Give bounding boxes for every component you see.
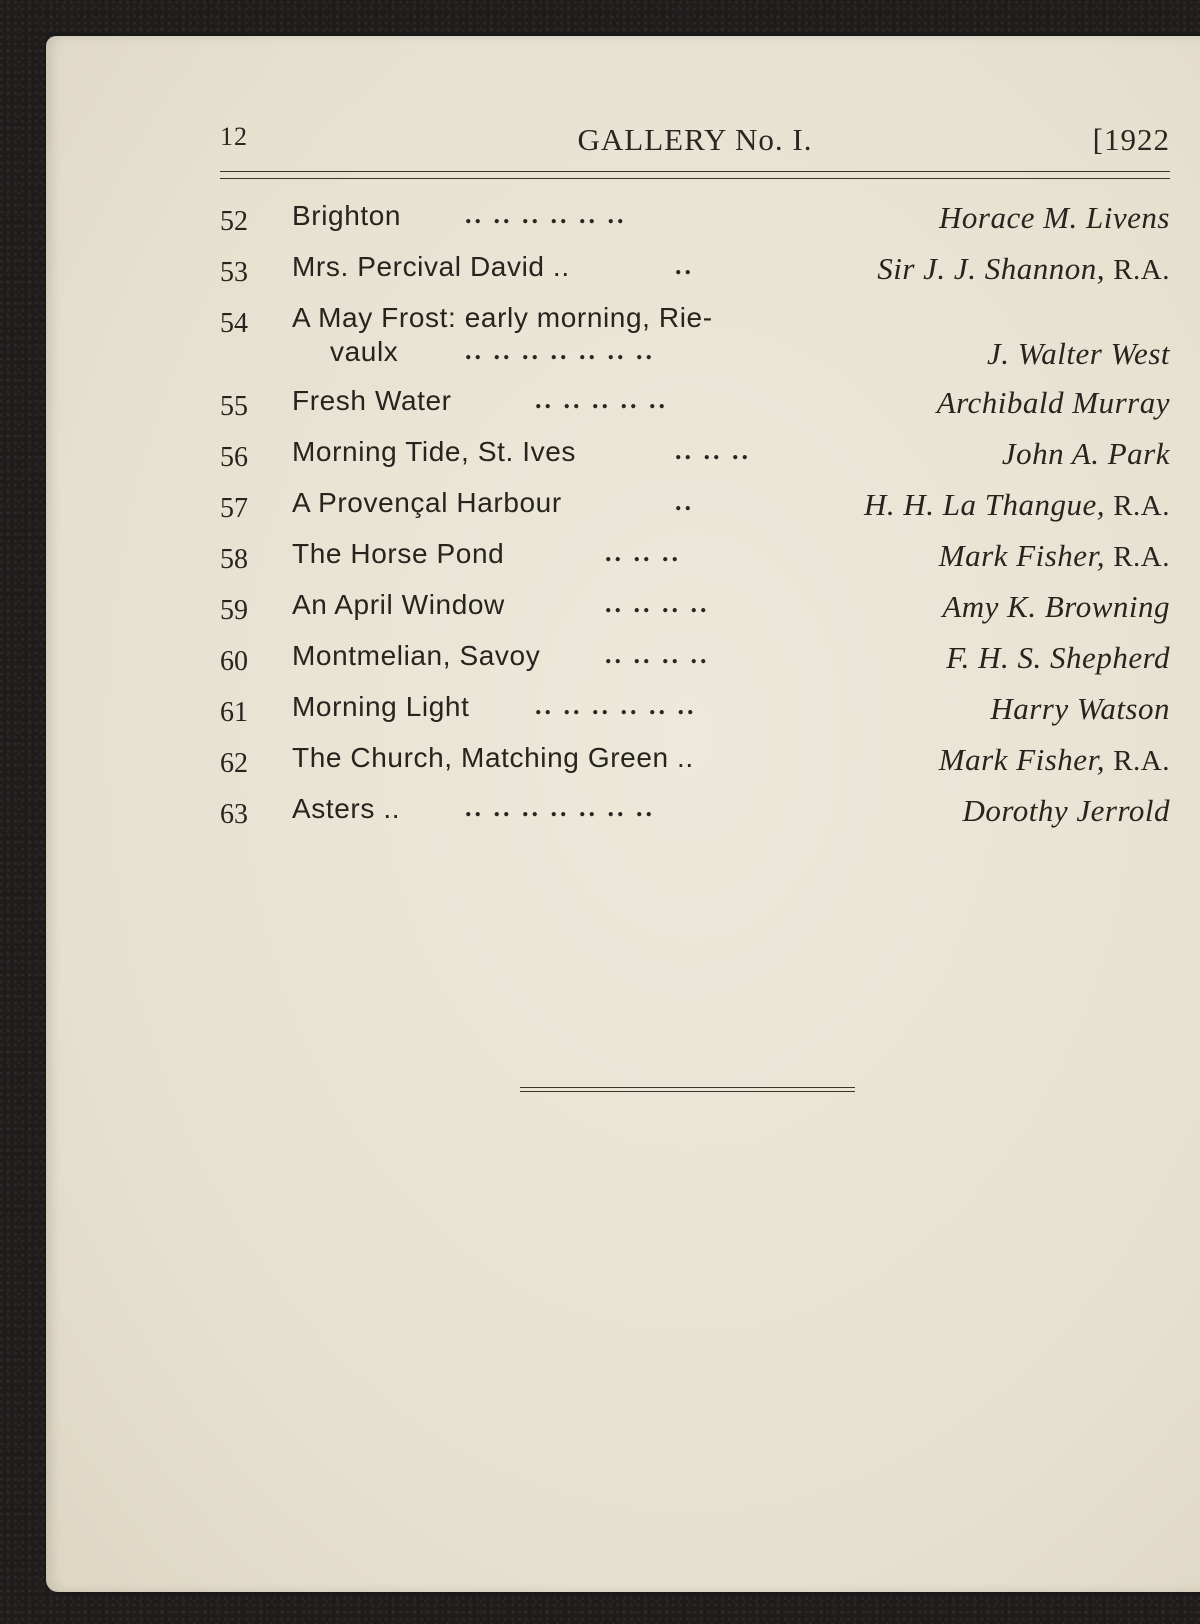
leader-dots: .. .. .. .. .. .. .. <box>465 336 655 365</box>
catalogue-entry <box>220 251 1170 302</box>
entry-artist <box>864 487 1170 523</box>
artist-name: Mark Fisher, <box>938 742 1105 777</box>
entry-artist <box>937 385 1170 421</box>
entry-number: 53 <box>220 257 248 288</box>
entry-number: 62 <box>220 748 248 779</box>
entry-artist <box>942 589 1170 625</box>
catalogue-entry <box>220 385 1170 436</box>
entry-number: 54 <box>220 308 248 339</box>
entry-number: 60 <box>220 646 248 677</box>
artist-name: Amy K. Browning <box>942 589 1170 624</box>
artist-name: F. H. S. Shepherd <box>946 640 1170 675</box>
entry-artist <box>962 793 1170 829</box>
catalogue-entry <box>220 640 1170 691</box>
entry-artist <box>939 742 1170 778</box>
entry-number: 61 <box>220 697 248 728</box>
artist-name: H. H. La Thangue, <box>863 487 1105 522</box>
catalogue-entry <box>220 742 1170 793</box>
artist-name: Mark Fisher, <box>938 538 1105 573</box>
entry-title: The Horse Pond <box>292 538 505 569</box>
artist-name: Harry Watson <box>990 691 1170 726</box>
catalogue-entries <box>220 200 1170 844</box>
entry-title: A May Frost: early morning, Rie- <box>292 302 713 333</box>
leader-dots: .. <box>675 487 694 516</box>
artist-name: Archibald Murray <box>936 385 1170 420</box>
entry-title: Morning Tide, St. Ives <box>292 436 576 467</box>
leader-dots: .. .. .. .. .. .. .. <box>465 793 655 822</box>
entry-title: Asters .. <box>292 793 401 824</box>
entry-artist <box>1002 436 1170 472</box>
catalogue-entry <box>220 691 1170 742</box>
entry-title: An April Window <box>292 589 505 620</box>
entry-artist <box>877 251 1170 287</box>
leader-dots: .. .. .. .. <box>605 589 710 618</box>
entry-number: 57 <box>220 493 248 524</box>
entry-number: 52 <box>220 206 248 237</box>
entry-title: A Provençal Harbour <box>292 487 562 518</box>
header-double-rule <box>220 171 1170 179</box>
page-title: GALLERY No. I. <box>577 122 813 157</box>
entry-title: Morning Light <box>292 691 470 722</box>
leader-dots: .. <box>675 251 694 280</box>
catalogue-entry <box>220 793 1170 844</box>
entry-title: The Church, Matching Green .. <box>292 742 694 773</box>
entry-number: 55 <box>220 391 248 422</box>
leader-dots: .. .. .. <box>605 538 681 567</box>
leader-dots: .. .. .. <box>675 436 751 465</box>
artist-name: J. Walter West <box>987 336 1170 371</box>
catalogue-entry <box>220 436 1170 487</box>
section-end-rule <box>520 1087 855 1092</box>
leader-dots: .. .. .. .. .. .. <box>535 691 697 720</box>
entry-title-continuation: vaulx <box>330 336 399 367</box>
entry-artist <box>990 691 1170 727</box>
entry-artist <box>939 538 1170 574</box>
page-header <box>220 122 1170 162</box>
artist-suffix: R.A. <box>1113 541 1170 573</box>
entry-artist <box>939 200 1170 236</box>
catalogue-entry <box>220 200 1170 251</box>
entry-title: Mrs. Percival David .. <box>292 251 570 282</box>
entry-number: 63 <box>220 799 248 830</box>
artist-name: Dorothy Jerrold <box>962 793 1170 828</box>
catalogue-entry <box>220 302 1170 385</box>
entry-title: Fresh Water <box>292 385 452 416</box>
entry-number: 58 <box>220 544 248 575</box>
leader-dots: .. .. .. .. <box>605 640 710 669</box>
entry-number: 56 <box>220 442 248 473</box>
entry-title: Brighton <box>292 200 402 231</box>
artist-suffix: R.A. <box>1113 490 1170 522</box>
artist-name: Horace M. Livens <box>939 200 1170 235</box>
catalogue-entry <box>220 589 1170 640</box>
entry-title: Montmelian, Savoy <box>292 640 541 671</box>
catalogue-entry <box>220 487 1170 538</box>
entry-artist <box>946 640 1170 676</box>
artist-name: Sir J. J. Shannon, <box>877 251 1105 286</box>
artist-suffix: R.A. <box>1113 254 1170 286</box>
entry-artist <box>987 336 1170 372</box>
catalogue-entry <box>220 538 1170 589</box>
leader-dots: .. .. .. .. .. .. <box>465 200 627 229</box>
artist-suffix: R.A. <box>1113 745 1170 777</box>
entry-number: 59 <box>220 595 248 626</box>
year-marker: [1922 <box>1092 122 1170 157</box>
page-number: 12 <box>220 122 248 151</box>
artist-name: John A. Park <box>1001 436 1170 471</box>
leader-dots: .. .. .. .. .. <box>535 385 668 414</box>
